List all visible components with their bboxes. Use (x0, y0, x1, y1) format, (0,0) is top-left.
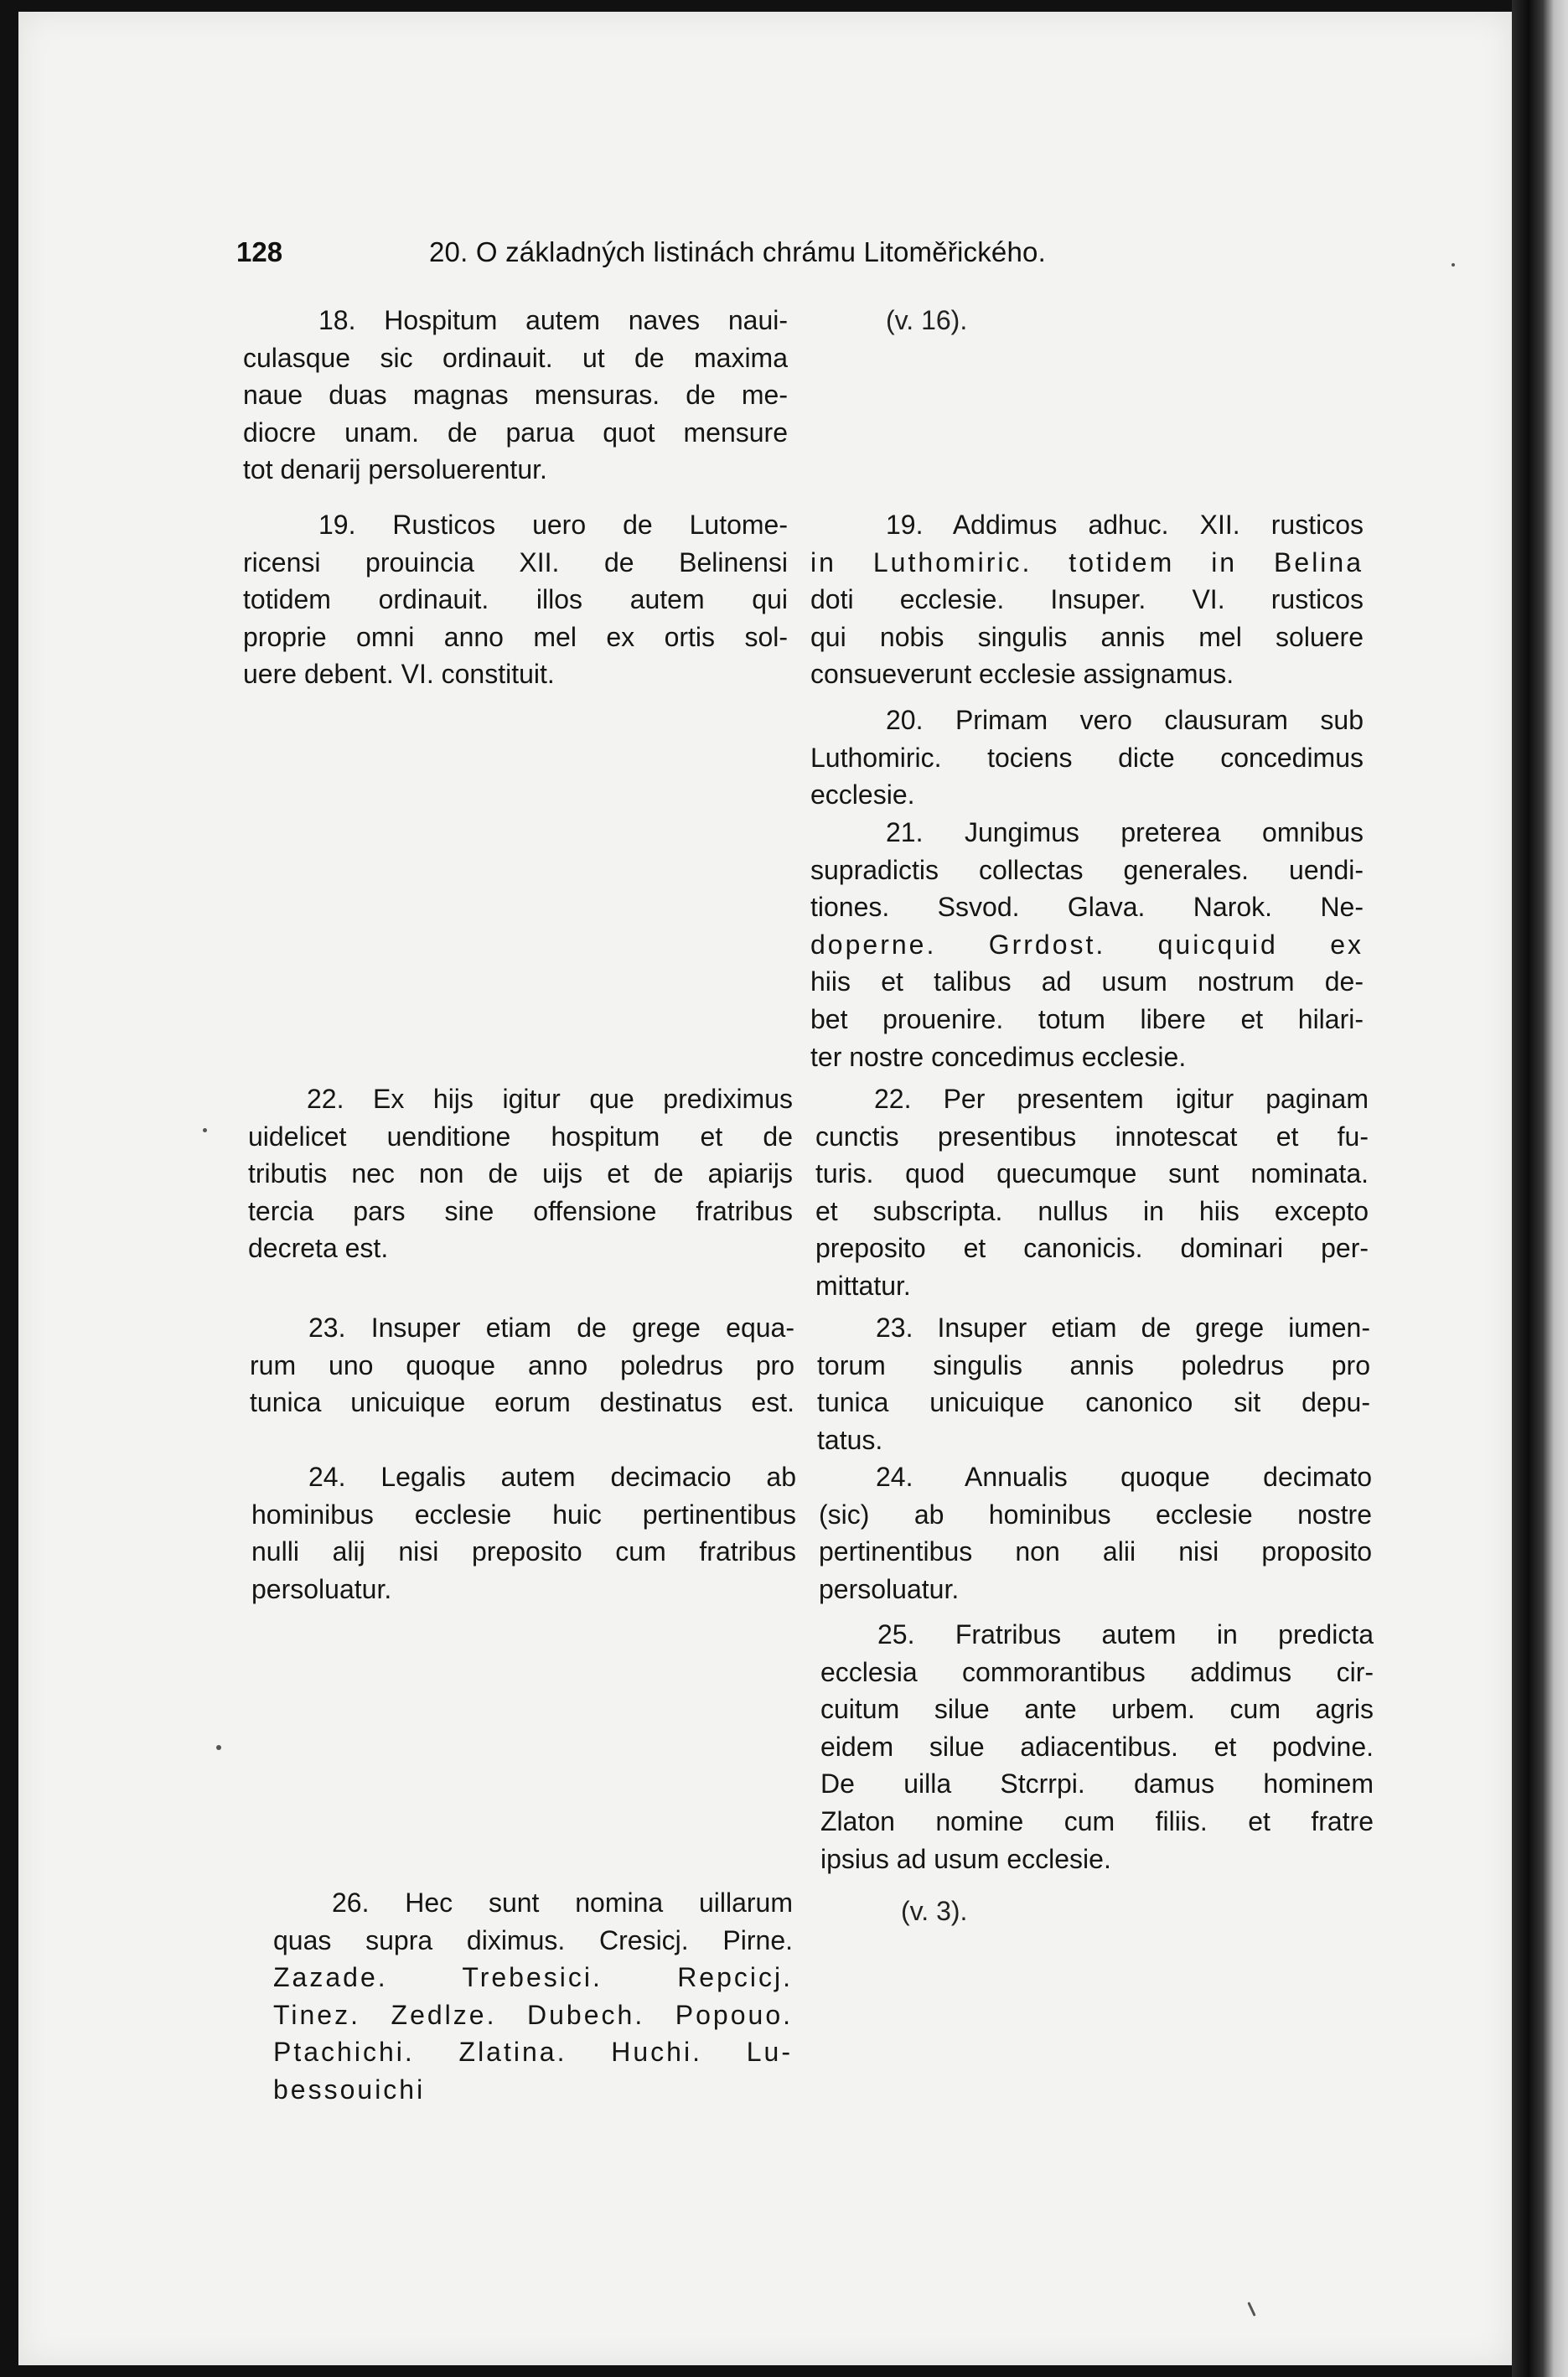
text-line: et subscripta. nullus in hiis excepto (815, 1195, 1369, 1226)
text-line: ecclesia commorantibus addimus cir- (820, 1656, 1374, 1687)
text-line: preposito et canonicis. dominari per- (815, 1233, 1369, 1264)
text-line: cuitum silue ante urbem. cum agris (820, 1694, 1374, 1725)
text-line: diocre unam. de parua quot mensure (243, 417, 788, 448)
right-paragraph-23 (817, 1309, 1370, 1458)
page-header (18, 236, 1512, 278)
text-line: doti ecclesie. Insuper. VI. rusticos (810, 584, 1364, 615)
text-line: tiones. Ssvod. Glava. Narok. Ne- (810, 892, 1364, 923)
text-line: persoluatur. (251, 1573, 392, 1604)
text-line: (v. 3). (901, 1896, 968, 1926)
left-paragraph-22 (248, 1080, 793, 1267)
text-line: Zazade. Trebesici. Repcicj. (273, 1962, 793, 1993)
text-line: 18. Hospitum autem naves naui- (318, 305, 788, 335)
text-line: 25. Fratribus autem in predicta (877, 1619, 1374, 1649)
text-line: bessouichi (273, 2074, 426, 2105)
text-line: cunctis presentibus innotescat et fu- (815, 1121, 1369, 1152)
scan-speck (203, 1128, 207, 1132)
book-gutter-shadow (1512, 0, 1568, 2377)
right-paragraph-20 (810, 702, 1364, 814)
text-line: totidem ordinauit. illos autem qui (243, 584, 788, 615)
text-line: tot denarij persoluerentur. (243, 454, 547, 485)
text-line: consueverunt ecclesie assignamus. (810, 659, 1234, 690)
text-line: 23. Insuper etiam de grege equa- (308, 1313, 794, 1343)
right-paragraph-19 (810, 506, 1364, 693)
text-line: qui nobis singulis annis mel soluere (810, 621, 1364, 652)
text-line: Luthomiric. tociens dicte concedimus (810, 742, 1364, 773)
text-line: Tinez. Zedlze. Dubech. Popouo. (273, 1999, 793, 2030)
text-line: uere debent. VI. constituit. (243, 659, 555, 690)
text-line: 22. Per presentem igitur paginam (874, 1084, 1369, 1114)
text-line: tatus. (817, 1424, 883, 1455)
text-line: persoluatur. (819, 1573, 960, 1604)
right-paragraph-22 (815, 1080, 1369, 1305)
text-line: 20. Primam vero clausuram sub (886, 705, 1364, 735)
verse-note-16 (886, 302, 1053, 339)
text-line: tunica unicuique eorum destinatus est. (250, 1387, 794, 1418)
text-line: 23. Insuper etiam de grege iumen- (876, 1313, 1370, 1343)
text-line: De uilla Stcrrpi. damus hominem (820, 1769, 1374, 1800)
text-line: uidelicet uenditione hospitum et de (248, 1121, 793, 1152)
text-line: in Luthomiric. totidem in Belina (810, 546, 1364, 577)
right-paragraph-21 (810, 814, 1364, 1075)
left-paragraph-19 (243, 506, 788, 693)
text-line: ricensi prouincia XII. de Belinensi (243, 546, 788, 577)
text-line: (sic) ab hominibus ecclesie nostre (819, 1499, 1372, 1530)
left-paragraph-23 (250, 1309, 794, 1422)
text-line: decreta est. (248, 1233, 389, 1264)
text-line: eidem silue adiacentibus. et podvine. (820, 1731, 1374, 1762)
right-paragraph-24 (819, 1458, 1372, 1608)
scan-speck (216, 1745, 221, 1750)
scan-mark (1247, 2302, 1255, 2317)
text-line: 26. Hec sunt nomina uillarum (332, 1888, 793, 1918)
text-line: proprie omni anno mel ex ortis sol- (243, 621, 788, 652)
text-line: ecclesie. (810, 779, 915, 810)
text-line: 24. Annualis quoque decimato (876, 1462, 1372, 1492)
left-paragraph-26 (273, 1884, 793, 2109)
text-line: torum singulis annis poledrus pro (817, 1349, 1370, 1380)
text-line: nulli alij nisi preposito cum fratribus (251, 1536, 796, 1567)
text-line: (v. 16). (886, 305, 968, 335)
text-line: quas supra diximus. Cresicj. Pirne. (273, 1924, 793, 1955)
left-paragraph-24 (251, 1458, 796, 1608)
text-line: Ptachichi. Zlatina. Huchi. Lu- (273, 2037, 793, 2068)
text-line: 24. Legalis autem decimacio ab (308, 1462, 796, 1492)
text-line: 19. Rusticos uero de Lutome- (318, 510, 788, 540)
verse-note-3 (901, 1893, 1069, 1930)
text-line: doperne. Grrdost. quicquid ex (810, 929, 1364, 960)
text-line: tunica unicuique canonico sit depu- (817, 1387, 1370, 1418)
text-line: Zlaton nomine cum filiis. et fratre (820, 1805, 1374, 1836)
text-line: 19. Addimus adhuc. XII. rusticos (886, 510, 1364, 540)
text-line: 21. Jungimus preterea omnibus (886, 817, 1364, 847)
text-line: hominibus ecclesie huic pertinentibus (251, 1499, 796, 1530)
text-line: tercia pars sine offensione fratribus (248, 1195, 793, 1226)
text-line: culasque sic ordinauit. ut de maxima (243, 342, 788, 373)
text-line: ipsius ad usum ecclesie. (820, 1843, 1111, 1874)
scan-speck (1452, 263, 1455, 267)
book-page (18, 12, 1512, 2365)
text-line: hiis et talibus ad usum nostrum de- (810, 966, 1364, 997)
page-number: 128 (236, 236, 283, 267)
text-line: naue duas magnas mensuras. de me- (243, 380, 788, 411)
text-line: rum uno quoque anno poledrus pro (250, 1349, 794, 1380)
text-line: bet prouenire. totum libere et hilari- (810, 1003, 1364, 1034)
text-line: mittatur. (815, 1270, 911, 1301)
text-line: ter nostre concedimus ecclesie. (810, 1041, 1187, 1072)
text-line: turis. quod quecumque sunt nominata. (815, 1158, 1369, 1189)
text-line: pertinentibus non alii nisi proposito (819, 1536, 1372, 1567)
text-line: tributis nec non de uijs et de apiarijs (248, 1158, 793, 1189)
left-paragraph-18 (243, 302, 788, 489)
text-line: supradictis collectas generales. uendi- (810, 854, 1364, 885)
text-line: 22. Ex hijs igitur que prediximus (307, 1084, 793, 1114)
right-paragraph-25 (820, 1616, 1374, 1877)
running-title: 20. O základných listinách chrámu Litoměřického. (429, 236, 1046, 267)
